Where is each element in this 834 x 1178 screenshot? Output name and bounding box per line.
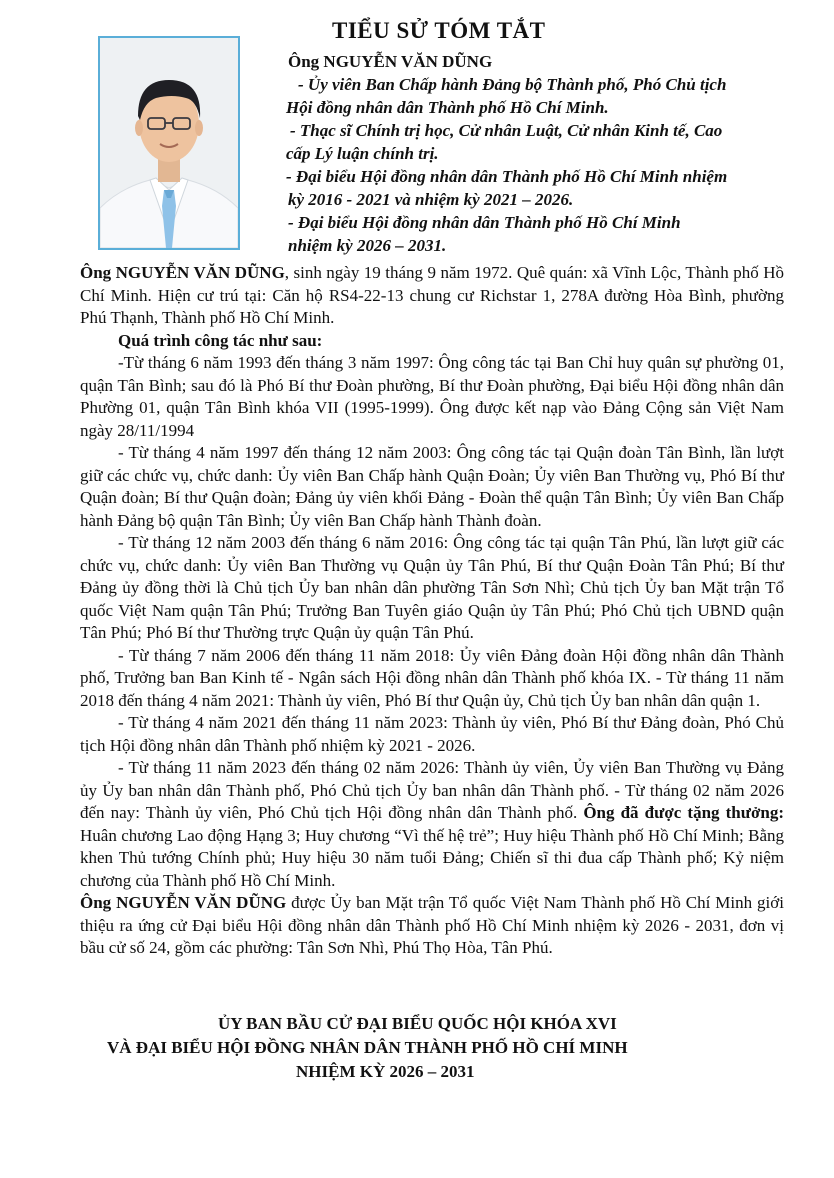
- summary-line: - Thạc sĩ Chính trị học, Cử nhân Luật, Cử nhân Kinh tế, Cao: [290, 121, 723, 140]
- summary-line: - Đại biểu Hội đồng nhân dân Thành phố Hồ Chí Minh nhiệm: [286, 167, 728, 186]
- intro-text: , sinh ngày 19 tháng 9 năm 1972. Quê quán: xã Vĩnh Lộc, Thành phố Hồ Chí Minh. Hiện cư trú tại: Căn hộ RS4-22-13 chung cư Richstar 1, 278A đường Hòa Bình, phường Phú Thạnh, Thành phố Hồ Chí Minh.: [80, 263, 784, 327]
- footer-line: NHIỆM KỲ 2026 – 2031: [296, 1062, 475, 1081]
- summary-name: Ông NGUYỄN VĂN DŨNG: [288, 52, 493, 71]
- career-item: -Từ tháng 6 năm 1993 đến tháng 3 năm 1997: Ông công tác tại Ban Chỉ huy quân sự phường 01, quận Tân Bình; sau đó là Phó Bí thư Đoàn phường, Bí thư Đoàn phường, Đại biểu Hội đồng nhân dân Phường 01, quận Tân Bình khóa VII (1995-1999). Ông được kết nạp vào Đảng Cộng sản Việt Nam ngày 28/11/1994: [80, 353, 784, 440]
- biography-body: [80, 262, 784, 960]
- career-item-awards: [80, 757, 784, 892]
- summary-line: - Ủy viên Ban Chấp hành Đảng bộ Thành phố, Phó Chủ tịch: [298, 75, 727, 94]
- summary-line: cấp Lý luận chính trị.: [286, 144, 439, 163]
- career-item: - Từ tháng 4 năm 2021 đến tháng 11 năm 2023: Thành ủy viên, Phó Bí thư Đảng đoàn, Phó Chủ tịch Hội đồng nhân dân Thành phố nhiệm kỳ 2021 - 2026.: [80, 713, 784, 755]
- career-heading: Quá trình công tác như sau:: [118, 330, 323, 350]
- career-item: - Từ tháng 4 năm 1997 đến tháng 12 năm 2003: Ông công tác tại Quận đoàn Tân Bình, lần lượt giữ các chức vụ, chức danh: Ủy viên Ban Chấp hành Quận Đoàn; Ủy viên Ban Thường vụ, Phó Bí thư Quận đoàn; Bí thư Quận đoàn; Đảng ủy viên khối Đảng - Đoàn thể quận Tân Bình; Ủy viên Ban Chấp hành Đảng bộ quận Tân Bình; Ủy viên Ban Chấp hành Thành đoàn.: [80, 443, 784, 530]
- document-title: TIỂU SỬ TÓM TẮT: [332, 18, 546, 43]
- career-item: - Từ tháng 12 năm 2003 đến tháng 6 năm 2016: Ông công tác tại quận Tân Phú, lần lượt giữ các chức vụ, chức danh: Ủy viên Ban Thường vụ Quận ủy Tân Phú, Bí thư Quận Đoàn Tân Phú; Bí thư Đảng ủy đồng thời là Chủ tịch Ủy ban nhân dân phường Tân Sơn Nhì; Chủ tịch Ủy ban Mặt trận Tổ quốc Việt Nam quận Tân Phú; Trưởng Ban Tuyên giáo Quận ủy Tân Phú; Phó Chủ tịch UBND quận Tân Phú; Phó Bí thư Thường trực Quận ủy quận Tân Phú.: [80, 533, 784, 642]
- portrait-photo: [98, 36, 240, 250]
- intro-paragraph: [80, 262, 784, 330]
- summary-block: [284, 50, 784, 257]
- summary-line: kỳ 2016 - 2021 và nhiệm kỳ 2021 – 2026.: [288, 190, 574, 209]
- awards-text: Huân chương Lao động Hạng 3; Huy chương “Vì thế hệ trẻ”; Huy hiệu Thành phố Hồ Chí Minh; Bằng khen Thủ tướng Chính phủ; Huy hiệu 30 năm tuổi Đảng; Chiến sĩ thi đua cấp Thành phố; Kỷ niệm chương của Thành phố Hồ Chí Minh.: [80, 825, 784, 890]
- awards-label: Ông đã được tặng thưởng:: [583, 803, 784, 822]
- footer-line: ỦY BAN BẦU CỬ ĐẠI BIỂU QUỐC HỘI KHÓA XVI: [218, 1014, 617, 1033]
- intro-name: Ông NGUYỄN VĂN DŨNG: [80, 263, 285, 282]
- summary-line: nhiệm kỳ 2026 – 2031.: [288, 236, 447, 255]
- career-text: - Từ tháng 11 năm 2023 đến tháng 02 năm 2026: Thành ủy viên, Ủy viên Ban Thường vụ Đảng ủy Ủy ban nhân dân Thành phố, Phó Chủ tịch Ủy ban nhân dân Thành phố. - Từ tháng 02 năm 2026 đến nay: Thành ủy viên, Phó Chủ tịch Hội đồng nhân dân Thành phố.: [80, 758, 784, 822]
- summary-line: - Đại biểu Hội đồng nhân dân Thành phố Hồ Chí Minh: [288, 213, 681, 232]
- footer-line: VÀ ĐẠI BIỂU HỘI ĐỒNG NHÂN DÂN THÀNH PHỐ HỒ CHÍ MINH: [107, 1038, 628, 1057]
- closing-text: được Ủy ban Mặt trận Tổ quốc Việt Nam Thành phố Hồ Chí Minh giới thiệu ra ứng cử Đại biểu Hội đồng nhân dân Thành phố Hồ Chí Minh nhiệm kỳ 2026 - 2031, đơn vị bầu cử số 24, gồm các phường: Tân Sơn Nhì, Phú Thọ Hòa, Tân Phú.: [80, 893, 784, 957]
- closing-name: Ông NGUYỄN VĂN DŨNG: [80, 893, 287, 912]
- career-item: - Từ tháng 7 năm 2006 đến tháng 11 năm 2018: Ủy viên Đảng đoàn Hội đồng nhân dân Thành phố, Trưởng ban Ban Kinh tế - Ngân sách Hội đồng nhân dân Thành phố khóa IX. - Từ tháng 11 năm 2018 đến tháng 4 năm 2021: Thành ủy viên, Phó Bí thư Quận ủy, Chủ tịch Ủy ban nhân dân quận 1.: [80, 645, 784, 710]
- portrait-illustration: [100, 38, 238, 248]
- closing-paragraph: [80, 892, 784, 960]
- summary-line: Hội đồng nhân dân Thành phố Hồ Chí Minh.: [286, 98, 609, 117]
